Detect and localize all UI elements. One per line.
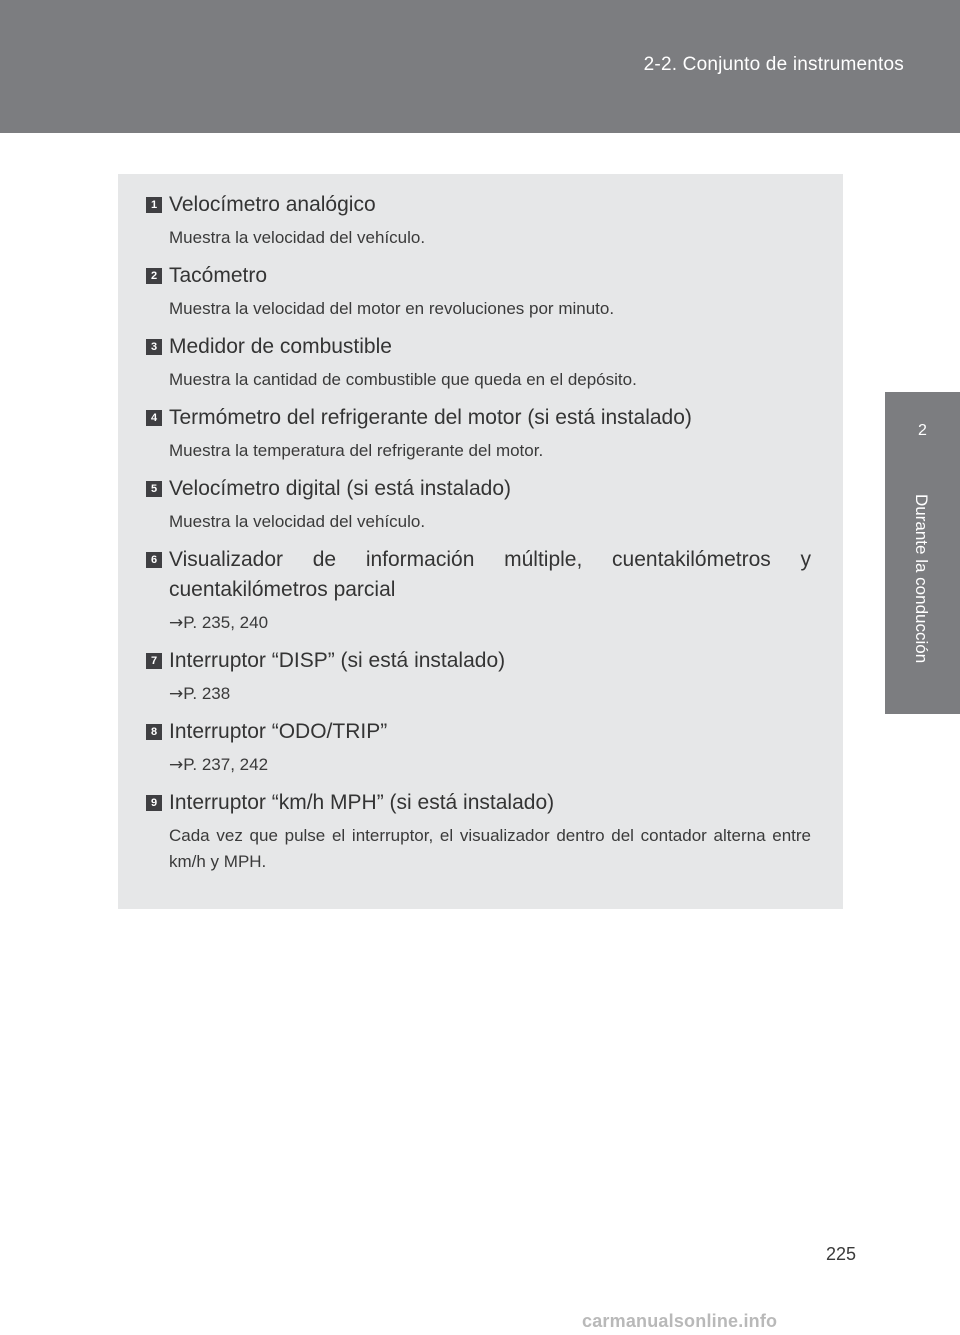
section-title: 2-2. Conjunto de instrumentos	[643, 54, 904, 75]
item-title: Medidor de combustible	[169, 335, 392, 358]
arrow-right-icon: →	[169, 613, 184, 633]
item-title: Interruptor “DISP” (si está instalado)	[169, 649, 506, 672]
arrow-right-icon: →	[169, 684, 184, 704]
item-description: Cada vez que pulse el interruptor, el visualizador dentro del contador alterna entre km/h y MPH.	[169, 826, 811, 871]
instrument-list-box	[118, 174, 843, 909]
item-number-badge: 5	[146, 481, 162, 497]
item-page-reference	[169, 681, 811, 707]
item-number-badge: 6	[146, 552, 162, 568]
item-title: Interruptor “ODO/TRIP”	[169, 720, 388, 743]
item-title: Interruptor “km/h MPH” (si está instalado)	[169, 791, 555, 814]
page-number: 225	[826, 1244, 857, 1264]
item-number-badge: 2	[146, 268, 162, 284]
item-title: Tacómetro	[169, 264, 268, 287]
item-title: Velocímetro digital (si está instalado)	[169, 477, 511, 500]
chapter-title: Durante la conducción	[912, 494, 931, 664]
item-page-reference	[169, 610, 811, 636]
watermark: carmanualsonline.info	[582, 1311, 778, 1331]
item-title: Visualizador de información múltiple, cuentakilómetros y cuentakilómetros parcial	[169, 548, 811, 601]
item-page-reference	[169, 752, 811, 778]
item-title: Termómetro del refrigerante del motor (si está instalado)	[169, 406, 692, 429]
item-number-badge: 3	[146, 339, 162, 355]
item-title: Velocímetro analógico	[169, 193, 376, 216]
chapter-side-tab	[885, 392, 960, 714]
chapter-number: 2	[918, 422, 927, 439]
item-description: Muestra la temperatura del refrigerante del motor.	[169, 441, 544, 460]
item-description: Muestra la velocidad del vehículo.	[169, 228, 426, 247]
item-number-badge: 4	[146, 410, 162, 426]
page-reference-text: P. 235, 240	[183, 613, 269, 632]
item-number-badge: 8	[146, 724, 162, 740]
page-reference-text: P. 237, 242	[183, 755, 269, 774]
item-description: Muestra la velocidad del vehículo.	[169, 512, 426, 531]
item-description: Muestra la velocidad del motor en revoluciones por minuto.	[169, 299, 615, 318]
page-reference-text: P. 238	[183, 684, 231, 703]
item-number-badge: 9	[146, 795, 162, 811]
item-description: Muestra la cantidad de combustible que queda en el depósito.	[169, 370, 637, 389]
item-number-badge: 1	[146, 197, 162, 213]
arrow-right-icon: →	[169, 755, 184, 775]
header-band	[0, 0, 960, 133]
item-number-badge: 7	[146, 653, 162, 669]
